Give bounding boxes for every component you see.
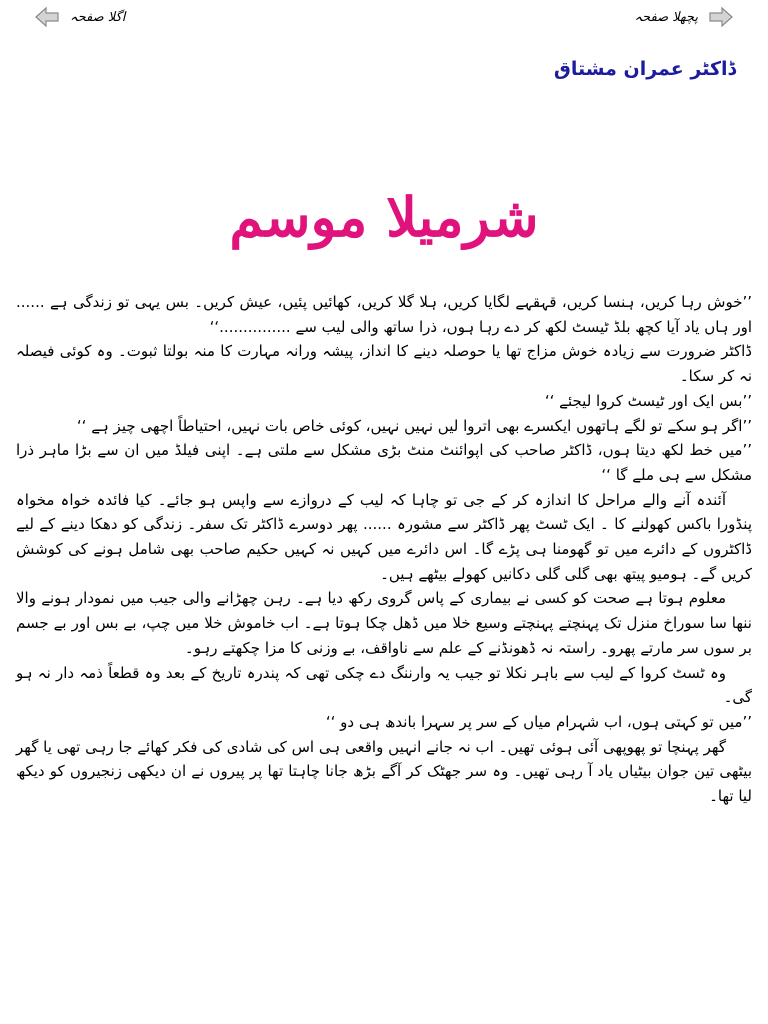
next-page-link[interactable] [34,6,125,28]
paragraph: آئندہ آنے والے مراحل کا اندازہ کر کے جی تو چاہا کہ لیب کے دروازے سے واپس ہو جائے۔ کیا فائدہ خواہ مخواہ پنڈورا باکس کھولنے کا ۔ ایک ٹسٹ پھر ڈاکٹر سے مشورہ ...... پھر دوسرے ڈاکٹر تک سفر۔ زندگی کو دھکا دینے کے لیے ڈاکٹروں کے دائرے میں تو گھومنا ہی پڑے گا۔ اس دائرے میں کہیں نہ کہیں حکیم صاحب بھی شامل ہونے کی کوشش کریں گے۔ ہومیو پیتھ بھی گلی گلی دکانیں کھولے بیٹھے ہیں۔ [16,490,752,583]
paragraph: وہ ٹسٹ کروا کے لیب سے باہر نکلا تو جیب یہ وارننگ دے چکی تھی کہ پندرہ تاریخ کے بعد وہ قطعاً ذمہ دار نہ ہو گی۔ [16,663,752,707]
arrow-right-icon [708,6,734,28]
arrow-left-icon [34,6,60,28]
next-page-label: اگلا صفحہ [70,9,126,25]
paragraph: ’’خوش رہا کریں، ہنسا کریں، قہقہے لگایا کریں، ہلا گلا کریں، کھائیں پئیں، عیش کریں۔ بس یہی تو زندگی ہے ...... اور ہاں یاد آیا کچھ بلڈ ٹیسٹ لکھ کر دے رہا ہوں، ذرا ساتھ والی لیب سے ...............‘‘ [16,293,752,336]
paragraph: گھر پہنچا تو پھوپھی آئی ہوئی تھیں۔ اب نہ جانے انہیں واقعی ہی اس کی شادی کی فکر کھائے جا رہی تھی یا گھر بیٹھی تین جوان بیٹیاں یاد آ رہی تھیں۔ وہ سر جھٹک کر آگے بڑھ جانا چاہتا تھا پر پیروں نے ان دیکھی زنجیروں کو دیکھ لیا تھا۔ [16,737,752,806]
paragraph: ڈاکٹر ضرورت سے زیادہ خوش مزاج تھا یا حوصلہ دینے کا انداز، پیشہ ورانہ مہارت کا منہ بولتا ثبوت۔ وہ کوئی فیصلہ نہ کر سکا۔ [16,342,752,386]
paragraph: ’’میں خط لکھ دیتا ہوں، ڈاکٹر صاحب کی اپوائنٹ منٹ بڑی مشکل سے ملتی ہے۔ اپنی فیلڈ میں ان سے بڑا ماہر ذرا مشکل سے ہی ملے گا ‘‘ [16,441,752,484]
paragraph: ’’بس ایک اور ٹیسٹ کروا لیجئے ‘‘ [544,391,752,410]
author-name: ڈاکٹر عمران مشتاق [553,58,736,80]
previous-page-link[interactable] [634,6,734,28]
top-navigation [0,0,768,40]
paragraph: معلوم ہوتا ہے صحت کو کسی نے بیماری کے پاس گروی رکھ دیا ہے۔ رہن چھڑانے والی جیب میں نمودار ہونے والا ننھا سا سوراخ منزل تک پہنچتے پہنچتے وسیع خلا میں ڈھل چکا ہوتا ہے۔ اب خاموش خلا میں چپ، بے بس اور بے جسم بر سوں سر مارتے پھرو۔ راستہ نہ ڈھونڈنے کے علم سے ناواقف، بے وزنی کا مزا چکھتے رہو۔ [16,589,752,657]
story-title: شرمیلا موسم [229,185,539,249]
paragraph: ’’اگر ہو سکے تو لگے ہاتھوں ایکسرے بھی اتروا لیں نہیں نہیں، کوئی خاص بات نہیں، احتیاطاً اچھی چیز ہے ‘‘ [76,416,752,435]
paragraph: ’’میں تو کہتی ہوں، اب شہرام میاں کے سر پر سہرا باندھ ہی دو ‘‘ [325,712,752,731]
story-body [16,290,752,809]
previous-page-label: پچھلا صفحہ [634,9,698,25]
